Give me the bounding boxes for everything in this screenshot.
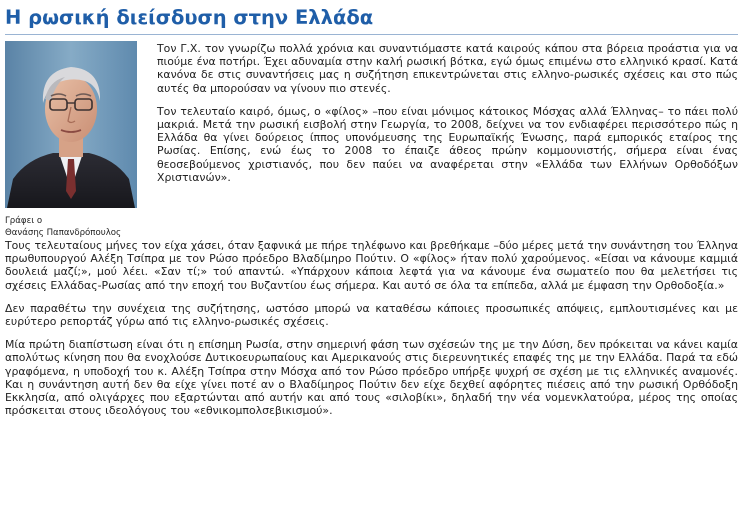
article-paragraph: Τον τελευταίο καιρό, όμως, ο «φίλος» –που είναι μόνιμος κάτοικος Μόσχας αλλά Έλληνας– το πάει πολύ μακριά. Μετά την ρωσική εισβολή στην Γεωργία, το 2008, δείχνει να τον ενδιαφέρει περισσότερο πώς η Ελλάδα θα γίνει δούρειος ίππος υπονόμευσης της Ευρωπαϊκής Ένωσης, παρά εμπορικός εταίρος της Ρωσίας. Επίσης, ενώ έως το 2008 το έπαιζε άθεος πρώην κομμουνιστής, σήμερα είναι ένας θεοσεβούμενος χριστιανός, που δεν παύει να αναφέρεται στην «Ελλάδα των Ελλήνων Ορθοδόξων Χριστιανών». xyxy=(157,104,738,184)
author-portrait-image xyxy=(5,41,137,208)
article-paragraph: Μία πρώτη διαπίστωση είναι ότι η επίσημη Ρωσία, στην σημερινή φάση των σχέσεών της με την Δύση, δεν πρόκειται να κάνει καμία απολύτως κίνηση που θα ενοχλούσε Δυτικοευρωπαίους και Αμερικανούς στις διερευνητικές επαφές της με την Ελλάδα. Παρά τα εδώ γραφόμενα, η υποδοχή του κ. Αλέξη Τσίπρα στην Μόσχα από τον Ρώσο πρόεδρο υπήρξε ψυχρή σε σχέση με τις ελληνικές αναμονές. Και η συνάντηση αυτή δεν θα είχε γίνει ποτέ αν ο Βλαδίμηρος Πούτιν δεν είχε δεχθεί αφόρητες πιέσεις από την ρωσική Ορθόδοξη Εκκλησία, από ολιγάρχες που εξαρτώνται από αυτήν και από τους «σιλοβίκι», δηλαδή την νέα νομενκλατούρα, μέρος της οποίας πρόσκειται στους ιδεολόγους του «εθνικομπολσεβικισμού». xyxy=(5,338,738,418)
author-caption-prefix: Γράφει ο xyxy=(5,216,43,226)
author-name: Θανάσης Παπανδρόπουλος xyxy=(5,228,122,238)
author-caption xyxy=(5,215,141,239)
article-paragraph: Τους τελευταίους μήνες τον είχα χάσει, όταν ξαφνικά με πήρε τηλέφωνο και βρεθήκαμε –δύο μέρες μετά την συνάντηση του Έλληνα πρωθυπουργού Αλέξη Τσίπρα με τον Ρώσο πρόεδρο Βλαδίμηρο Πούτιν. Ο «φίλος» ήταν πολύ χαρούμενος. «Είσαι να κάνουμε καμμιά δουλειά μαζί;», μού λέει. «Σαν τί;» τού απαντώ. «Υπάρχουν κάποια λεφτά για να κάνουμε ένα σωματείο που θα μελετήσει τις σχέσεις Ελλάδας-Ρωσίας από την εποχή του Βυζαντίου έως σήμερα. Και αυτό σε όλα τα επίπεδα, αλλά με έμφαση την Ορθοδοξία.» xyxy=(5,239,738,292)
author-box xyxy=(5,41,141,239)
article-paragraph: Δεν παραθέτω την συνέχεια της συζήτησης, ωστόσο μπορώ να καταθέσω κάποιες προσωπικές απόψεις, εμπλουτισμένες και με ευρύτερο ρεπορτάζ γύρω από τις ελληνο-ρωσικές σχέσεις. xyxy=(5,301,738,329)
author-photo xyxy=(5,41,137,208)
article-title: Η ρωσική διείσδυση στην Ελλάδα xyxy=(5,0,738,35)
article-paragraph: Τον Γ.Χ. τον γνωρίζω πολλά χρόνια και συναντιόμαστε κατά καιρούς κάπου στα βόρεια προάστια για να πιούμε ένα ποτήρι. Έχει αδυναμία στην καλή ρωσική βότκα, εγώ όμως επιμένω στο ελληνικό κρασί. Κατά κανόνα δε στις συναντήσεις μας η συζήτηση επικεντρώνεται στις ελληνο-ρωσικές σχέσεις και στο πώς αυτές θα μπορούσαν να γίνουν πιο στενές. xyxy=(157,42,738,95)
